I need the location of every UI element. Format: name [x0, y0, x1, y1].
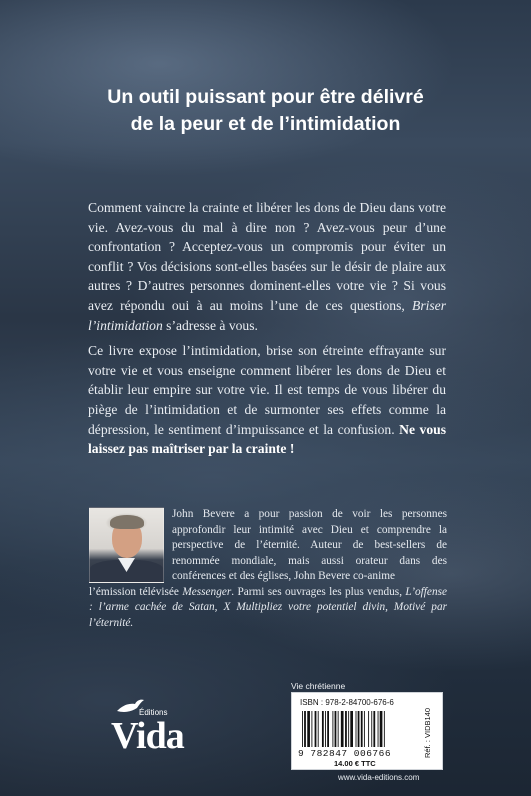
- book-category: Vie chrétienne: [291, 681, 346, 691]
- blurb-text: s’adresse à vous.: [162, 317, 258, 333]
- headline: [0, 84, 531, 138]
- blurb: [88, 198, 446, 465]
- barcode-bars: [302, 711, 414, 747]
- price: 14.00 € TTC: [334, 759, 376, 768]
- headline-line-2: de la peur et de l’intimidation: [130, 113, 401, 135]
- barcode-bar: [327, 711, 329, 747]
- publisher-logo: [109, 695, 189, 761]
- blurb-paragraph-2: [88, 341, 446, 459]
- barcode-bar: [335, 711, 337, 747]
- barcode-digits: 9 782847 006766: [298, 748, 392, 759]
- bio-continued: [89, 585, 447, 632]
- barcode-bar: [384, 711, 385, 747]
- barcode-bar: [368, 711, 369, 747]
- barcode-bar: [304, 711, 306, 747]
- author-hair: [110, 515, 144, 529]
- barcode-bar: [322, 711, 324, 747]
- barcode-bar: [358, 711, 360, 747]
- headline-line-1: Un outil puissant pour être délivré: [107, 86, 424, 108]
- blurb-tagline: Ne vous laissez pas maîtriser par la crainte !: [88, 421, 446, 457]
- blurb-text: Ce livre expose l’intimidation, brise son étreinte effrayante sur votre vie et vous enseigne comment libérer les dons de Dieu et établir leur empire sur votre vie. Il est temps de vous libérer du piège de l’intimidation et de surmonter ses effets comme la dépression, le sentiment d’impuissance et la confusion.: [88, 343, 446, 437]
- isbn: ISBN : 978-2-84700-676-6: [300, 698, 394, 707]
- barcode-bar: [345, 711, 347, 747]
- barcode-bar: [356, 711, 357, 747]
- bio-text: John Bevere a pour passion de voir les personnes approfondir leur intimité avec Dieu et comprendre la perspective de l’éternité. Auteur de best-sellers de renommée mondiale, mais aussi orateur dans des conférences et des églises, John Bevere co-anime: [172, 508, 447, 582]
- book-title: Briser l’intimidation: [88, 297, 446, 333]
- barcode-bar: [378, 711, 379, 747]
- barcode-bar: [364, 711, 365, 747]
- barcode-bar: [341, 711, 344, 747]
- barcode-bar: [302, 711, 303, 747]
- bio-books: L’offense : l’arme cachée de Satan, X Multipliez votre potentiel divin, Motivé par l’éternité.: [89, 585, 447, 629]
- barcode-bar: [307, 711, 310, 747]
- blurb-text: Comment vaincre la crainte et libérer les dons de Dieu dans votre vie. Avez-vous du mal à dire non ? Avez-vous peur d’une confrontation ? Acceptez-vous un compromis pour éviter un conflit ? Vos décisions sont-elles basées sur le désir de plaire aux autres ? D’autres personnes dominent-elles votre vie ? Si vous avez répondu oui à au moins l’une de ces questions,: [88, 200, 446, 313]
- author-photo: [89, 507, 164, 583]
- barcode-bar: [311, 711, 312, 747]
- barcode-bar: [318, 711, 319, 747]
- barcode-bar: [361, 711, 363, 747]
- bio-text: l’émission télévisée: [89, 585, 183, 598]
- barcode-bar: [371, 711, 372, 747]
- blurb-paragraph-1: [88, 198, 446, 335]
- bio-text: . Parmi ses ouvrages les plus vendus,: [231, 585, 403, 598]
- barcode-bar: [332, 711, 333, 747]
- publisher-editions: Éditions: [139, 708, 168, 717]
- barcode-panel: [291, 692, 443, 770]
- author-bio: [89, 507, 447, 631]
- barcode-bar: [338, 711, 339, 747]
- barcode-bar: [348, 711, 349, 747]
- barcode-bar: [315, 711, 317, 747]
- barcode-bar: [350, 711, 353, 747]
- barcode-bar: [380, 711, 383, 747]
- barcode-bar: [325, 711, 326, 747]
- bio-show: Messenger: [182, 585, 232, 598]
- reference-code: Réf. : VIDB140: [423, 707, 432, 759]
- publisher-name: Vida: [111, 715, 184, 757]
- publisher-website: www.vida-editions.com: [338, 773, 420, 782]
- barcode-bar: [373, 711, 375, 747]
